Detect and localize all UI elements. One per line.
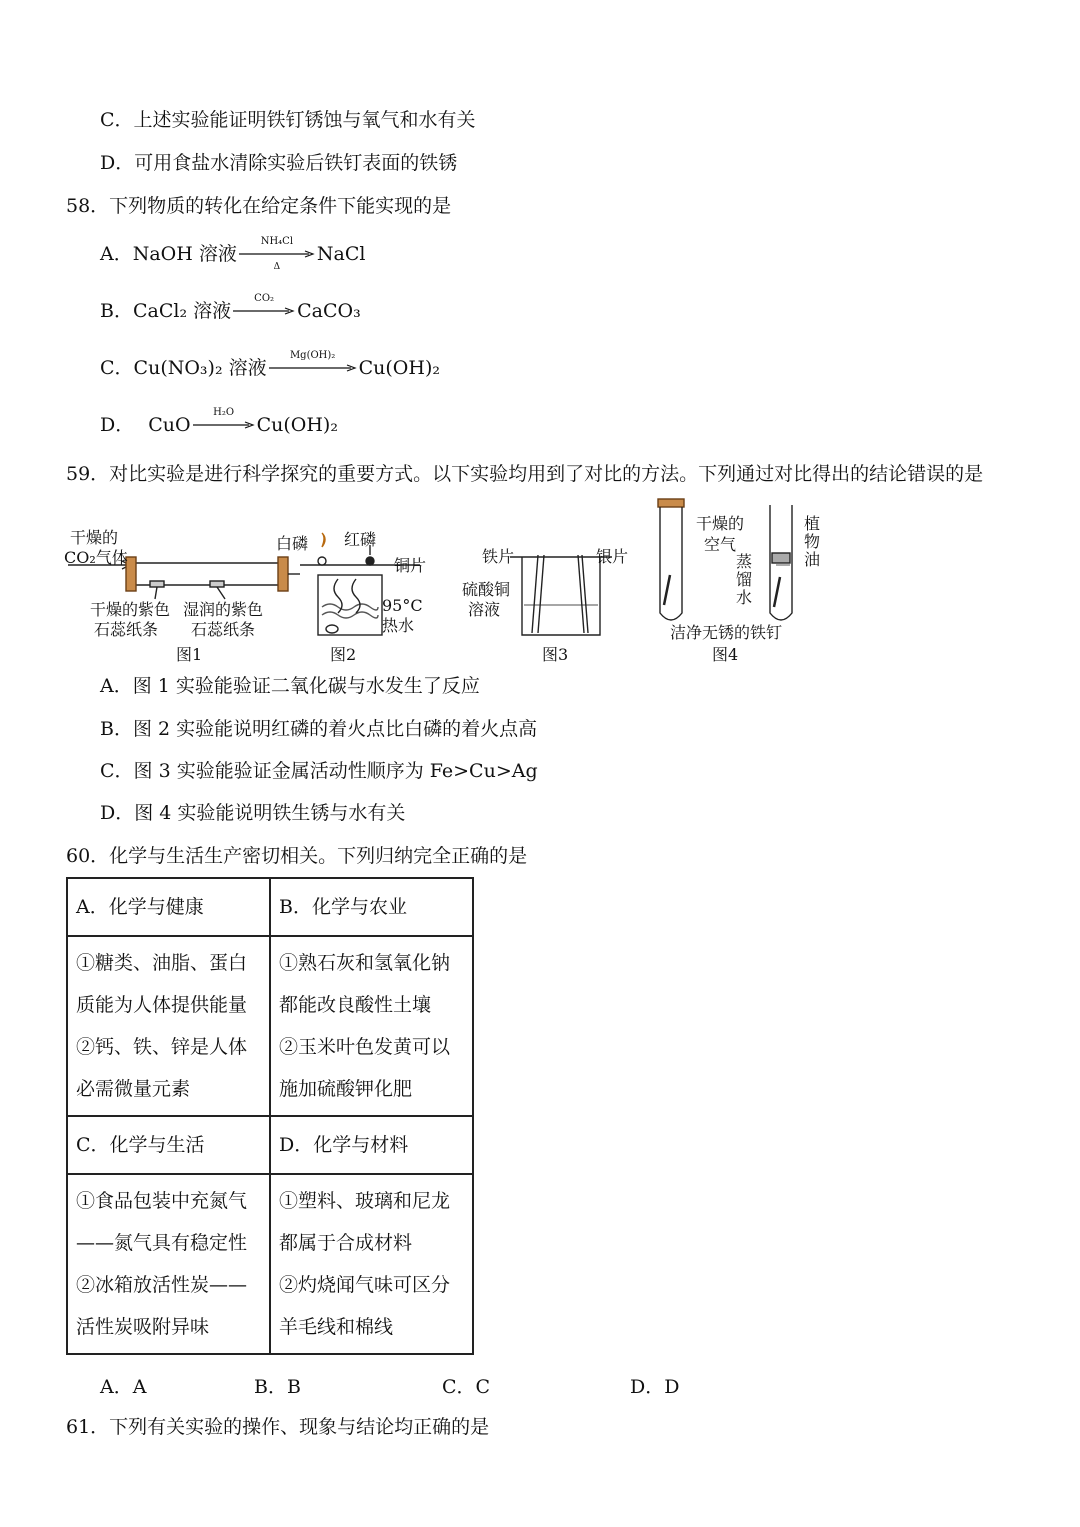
cell-b-head: B．化学与农业 — [270, 878, 473, 936]
q59-option-c: C．图 3 实验能验证金属活动性顺序为 Fe>Cu>Ag — [100, 760, 538, 782]
option-label: D． — [100, 414, 135, 436]
fig4-dry-air-label-2: 空气 — [704, 535, 737, 554]
cell-line: 施加硫酸钾化肥 — [279, 1078, 413, 1100]
option-label: C． — [100, 357, 134, 379]
q60-stem: 60．化学与生活生产密切相关。下列归纳完全正确的是 — [66, 845, 528, 867]
cell-d-body — [270, 1174, 473, 1354]
q60-answer-c: C．C — [442, 1376, 491, 1398]
product: Cu(OH)₂ — [256, 414, 338, 436]
condition: CO₂ — [254, 293, 275, 304]
fig4-water-label-3: 水 — [736, 588, 753, 607]
fig3-beaker — [510, 555, 612, 635]
fig4-caption: 图4 — [712, 645, 739, 664]
fig2-white-p-label: 白磷 — [276, 534, 309, 553]
fig4-oil-label-2: 物 — [804, 532, 821, 551]
fig3-solution-label-1: 硫酸铜 — [462, 580, 511, 599]
cell-b-body — [270, 936, 473, 1116]
q58-option-d — [100, 407, 338, 437]
cell-c-head: C．化学与生活 — [67, 1116, 270, 1174]
fig3-caption: 图3 — [542, 645, 569, 664]
cell-line: ——氮气具有稳定性 — [76, 1232, 248, 1254]
fig2-cu-label: 铜片 — [394, 556, 427, 575]
reactant: NaOH 溶液 — [132, 243, 237, 265]
cell-line: 都能改良酸性土壤 — [279, 994, 432, 1016]
cell-line: ②钙、铁、锌是人体 — [76, 1036, 248, 1058]
fig1-paper2-label-1: 湿润的紫色 — [183, 600, 264, 619]
cell-line: ①塑料、玻璃和尼龙 — [279, 1190, 451, 1212]
q60-table — [66, 877, 474, 1355]
fig4-oil-label-1: 植 — [804, 514, 821, 533]
q57-option-c: C．上述实验能证明铁钉锈蚀与氧气和水有关 — [100, 109, 476, 131]
cell-line: 质能为人体提供能量 — [76, 994, 248, 1016]
q58-option-b — [100, 293, 361, 323]
fig2-red-p-label: 红磷 — [344, 530, 377, 549]
reactant: Cu(NO₃)₂ 溶液 — [133, 357, 267, 379]
q59-option-a: A．图 1 实验能验证二氧化碳与水发生了反应 — [100, 675, 480, 697]
cell-line: 羊毛线和棉线 — [279, 1316, 394, 1338]
cell-line: ①糖类、油脂、蛋白 — [76, 952, 248, 974]
q58-option-a — [100, 236, 366, 272]
q60-answer-d: D．D — [630, 1376, 680, 1398]
condition: Mg(OH)₂ — [289, 350, 336, 361]
cell-a-body — [67, 936, 270, 1116]
cell-line: 活性炭吸附异味 — [76, 1316, 210, 1338]
fig4-water-label-1: 蒸 — [736, 552, 753, 571]
cell-line: ②冰箱放活性炭—— — [76, 1274, 248, 1296]
fig4-oil-label-3: 油 — [804, 550, 821, 569]
reactant: CuO — [148, 414, 191, 436]
product: NaCl — [316, 243, 366, 265]
q61-stem: 61．下列有关实验的操作、现象与结论均正确的是 — [66, 1416, 490, 1438]
cell-line: ②灼烧闻气味可区分 — [279, 1274, 451, 1296]
cell-d-head: D．化学与材料 — [270, 1116, 473, 1174]
fig4-nail-label: 洁净无锈的铁钉 — [670, 623, 783, 642]
reaction-arrow — [239, 236, 315, 272]
cell-line: ②玉米叶色发黄可以 — [279, 1036, 451, 1058]
q58-option-c — [100, 350, 440, 380]
fig2-temp-label: 95°C — [382, 596, 423, 615]
product: CaCO₃ — [297, 300, 361, 322]
q59-stem: 59．对比实验是进行科学探究的重要方式。以下实验均用到了对比的方法。下列通过对比得出的结论错误的是 — [66, 463, 984, 485]
fig3-fe-label: 铁片 — [482, 547, 515, 566]
option-label: A． — [100, 243, 133, 265]
condition: H₂O — [213, 407, 235, 418]
fig3-ag-label: 银片 — [596, 547, 629, 566]
fig1-paper1-label-2: 石蕊纸条 — [94, 620, 159, 639]
q60-answer-a: A．A — [100, 1376, 147, 1398]
condition: NH₄Cl — [260, 236, 294, 247]
fig1-gas-label-1: 干燥的 — [70, 528, 119, 547]
cell-line: 必需微量元素 — [76, 1078, 191, 1100]
cell-line: ①食品包装中充氮气 — [76, 1190, 248, 1212]
cell-line: 都属于合成材料 — [279, 1232, 413, 1254]
option-label: B． — [100, 300, 133, 322]
q57-option-d: D．可用食盐水清除实验后铁钉表面的铁锈 — [100, 152, 458, 174]
product: Cu(OH)₂ — [358, 357, 440, 379]
reaction-arrow — [233, 293, 295, 323]
cell-a-head: A．化学与健康 — [67, 878, 270, 936]
reactant: CaCl₂ 溶液 — [132, 300, 232, 322]
fig4-dry-air-label-1: 干燥的 — [696, 514, 745, 533]
fig2-caption: 图2 — [330, 645, 357, 664]
fig1-paper1-label-1: 干燥的紫色 — [90, 600, 171, 619]
fig1-caption: 图1 — [176, 645, 203, 664]
fig3-solution-label-2: 溶液 — [468, 600, 501, 619]
fig1-paper2-label-2: 石蕊纸条 — [191, 620, 256, 639]
cell-line: ①熟石灰和氢氧化钠 — [279, 952, 451, 974]
q59-option-b: B．图 2 实验能说明红磷的着火点比白磷的着火点高 — [100, 718, 538, 740]
q58-stem: 58．下列物质的转化在给定条件下能实现的是 — [66, 195, 452, 217]
cell-c-body — [67, 1174, 270, 1354]
reaction-arrow — [269, 350, 357, 380]
fig1-gas-label-2: CO₂气体 — [64, 548, 128, 567]
q60-answer-b: B．B — [254, 1376, 301, 1398]
condition-heat: Δ — [273, 262, 281, 272]
reaction-arrow — [193, 407, 255, 437]
fig4-water-label-2: 馏 — [736, 570, 753, 589]
fig2-water-label: 热水 — [382, 616, 415, 635]
q59-option-d: D．图 4 实验能说明铁生锈与水有关 — [100, 802, 406, 824]
